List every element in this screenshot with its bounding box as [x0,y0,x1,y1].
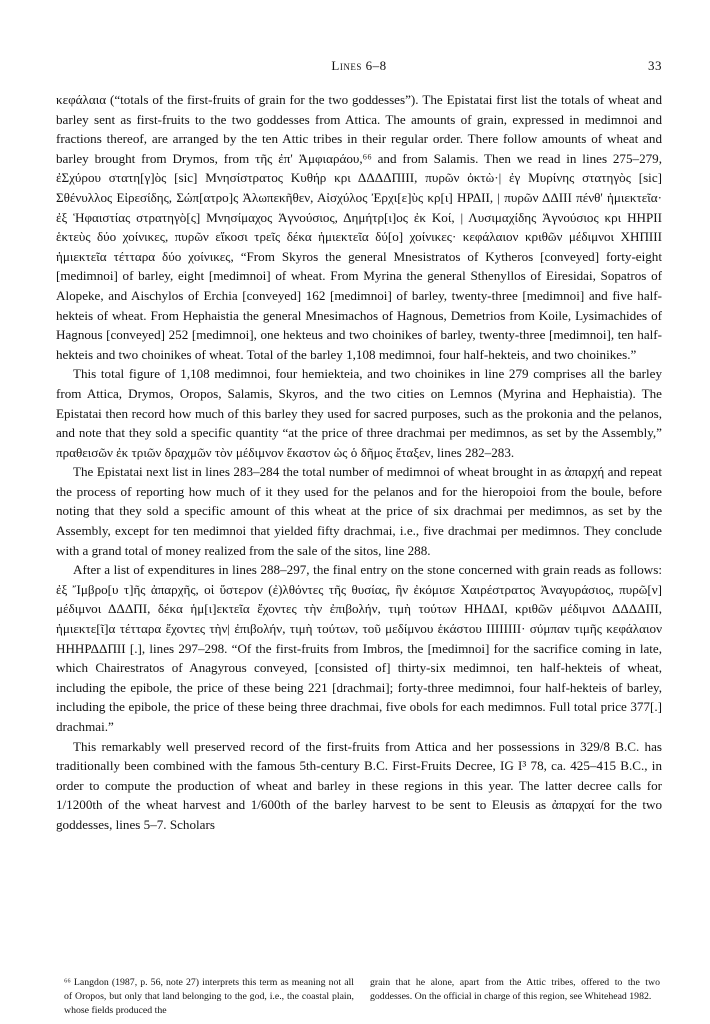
paragraph: This total figure of 1,108 medimnoi, four hemiekteia, and two choinikes in line 279 comprises all the barley from Attica, Drymos, Oropos, Salamis, Skyros, and the two cities on Lemnos (Myrina and Hephaistia). The Epistatai then record how much of this barley they used for sacred purposes, such as the prokonia and the pelanos, and note that they sold a specific quantity “at the price of three drachmai per medimnos, as set by the Assembly,” πραθεισῶν ἐκ τριῶν δραχμῶν τὸν μέδιμνον ἕκαστον ὡς ὁ δῆμος ἔταξεν, lines 282–283. [56,366,662,460]
footnote-66-right: grain that he alone, apart from the Attic tribes, offered to the two goddesses. On the official in charge of this region, see Whitehead 1982. [370,977,660,1003]
paragraph: After a list of expenditures in lines 288–297, the final entry on the stone concerned with grain reads as follows: ἐξ Ἴμβρο[υ τ]ῆς ἀπαρχῆς, οἱ ὕστερον (ἐ)λθόντες τῆς θυσίας, ἣν ἐκόμισε Χαιρέστρατος Ἀναγυράσιος, πυρῶ[ν] μέδιμνοι ΔΔΔΠΙ, δέκα ἡμ[ι]εκτεῖα ἔχοντες τὴν ἐπιβολήν, τιμὴ τούτων ΗΗΔΔΙ, κριθῶν μέδιμνοι ΔΔΔΔΙΙΙ, ἡμιεκτε[ῖ]α τέτταρα ἔχοντες τὴν| ἐπιβολήν, τιμὴ τούτων, τοῦ μεδίμνου ἑκάστου ΙΙΙΙΙΙΙΙ· σύμπαν τιμῆς κεφάλαιον ΗΗΗΡΔΔΠΙΙ [.], lines 297–298. “Of the first-fruits from Imbros, the [medimnoi] for the sacrifice coming in late, which Chairestratos of Anagyrous conveyed, [consisted of] thirty-six medimnoi, ten half-hekteis of wheat, including the epibole, the price of these being 221 [drachmai]; forty-three medimnoi, four half-hekteis of barley, including the epibole, the price of these being three drachmai, five obols for each medimnos. Full total price 377[.] drachmai.” [56,562,662,734]
paragraph: This remarkably well preserved record of the first-fruits from Attica and her possessions in 329/8 B.C. has traditionally been combined with the famous 5th-century B.C. First-Fruits Decree, IG I³ 78, ca. 425–415 B.C., in order to compute the production of wheat and barley in these regions in this year. The latter decree calls for 1/1200th of the wheat harvest and 1/600th of the barley harvest to be sent to Eleusis as ἀπαρχαί for the two goddesses, lines 5–7. Scholars [56,738,662,832]
running-title: Lines 6–8 [331,58,387,73]
footnote-66-left: ⁶⁶ Langdon (1987, p. 56, note 27) interprets this term as meaning not all of Oropos, but only that land belonging to the god, i.e., the coastal plain, whose fields produced the [64,977,354,1017]
body-text [56,90,662,835]
page-number: 33 [648,58,662,73]
paragraph: The Epistatai next list in lines 283–284 the total number of medimnoi of wheat brought in as ἀπαρχή and repeat the process of reporting how much of it they used for the pelanos and for the hieropoioi from the boule, before noting that they sold a specific amount of this wheat at the price of six drachmai per medimnos, as set by the Assembly, except for ten medimnoi that yielded fifty drachmai, i.e., five drachmai per medimnos. They conclude with a grand total of money realized from the sale of the sitos, line 288. [56,464,662,558]
paragraph: κεφάλαια (“totals of the first-fruits of grain for the two goddesses”). The Epistatai first list the totals of wheat and barley sent as first-fruits to the two goddesses from Attica. The amounts of grain, expressed in medimnoi and fractions thereof, are arranged by the ten Attic tribes in their regular order. There follow amounts of wheat and barley brought from Drymos, from τῆς ἐπ' Ἀμφιαράου,⁶⁶ and from Salamis. Then we read in lines 275–279, ἐΣχύρου στατη[γ]ὸς [sic] Μνησίστρατος Κυθήρ κρι ΔΔΔΔΠΙΙΙ, πυρῶν ὀκτὼ·| ἐγ Μυρίνης στατηγὸς [sic] Σθένυλλος Εἰρεσίδης, Σώπ[ατρο]ς Ἀλωπεκῆθεν, Αἰσχύλος Ἐρχι[ε]ὺς κρ[ι] ΗΡΔΙΙ, | πυρῶν ΔΔΙΙΙ πένθ' ἡμιεκτεῖα· ἐξ Ἡφαιστίας στρατηγὸ[ς] Μνησίμαχος Ἁγνούσιος, Δημήτρ[ι]ος ἐκ Κοί, | Λυσιμαχίδης Ἁγνούσιος κρι ΗΗΡΙΙ ἑκτεὺς δύο χοίνικες, πυρῶν εἴκοσι τρεῖς δέκα ἡμιεκτεῖα δύ[ο] χοίνικες· κεφάλαιον κριθῶν μέδιμνοι ΧΗΠΙΙΙ ἡμιεκτεῖα τέτταρα δύο χοίνικες, “From Skyros the general Mnesistratos of Kytheros [conveyed] forty-eight [medimnoi] of barley, eight [medimnoi] of wheat. From Myrina the general Sthenyllos of Eiresidai, Sopatros of Alopeke, and Aischylos of Erchia [conveyed] 162 [medimnoi] of barley, twenty-three [medimnoi] and five half-hekteis of wheat. From Hephaistia the general Mnesimachos of Hagnous, Demetrios from Koile, Lysimachides of Hagnous [conveyed] 252 [medimnoi], one hekteus and two choinikes of barley, twenty-three [medimnoi], ten half-hekteis and two choinikes of wheat. Total of the barley 1,108 medimnoi, four half-hekteis, and two choinikes.” [56,92,662,362]
running-head [56,58,662,76]
page [56,58,662,1017]
